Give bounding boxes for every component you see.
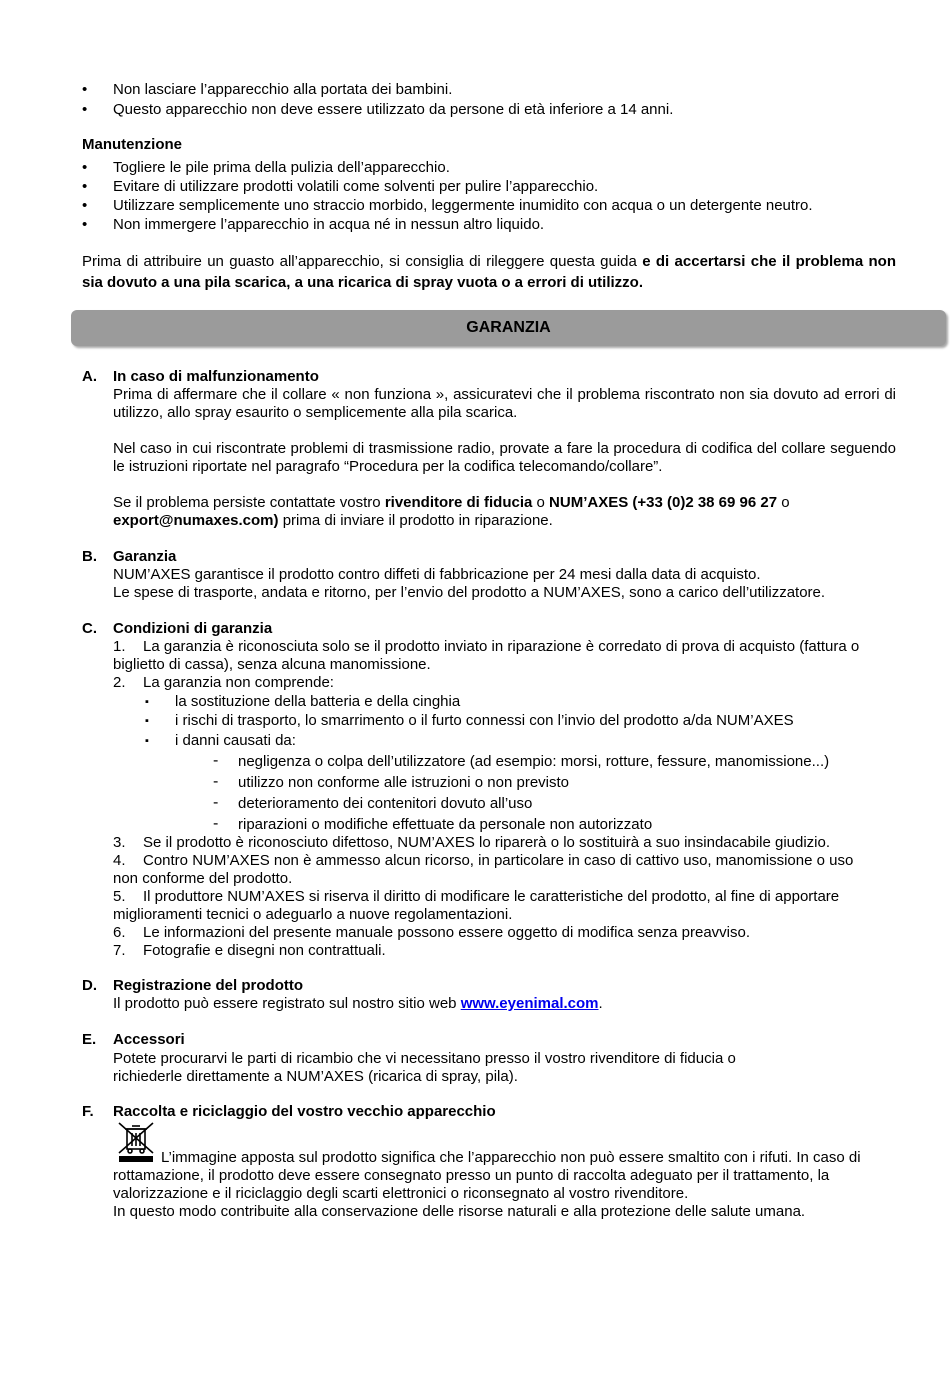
list-number: 2.	[113, 674, 126, 691]
list-item: Contro NUM’AXES non è ammesso alcun ricorso, in particolare in caso di cattivo uso, manomissione o uso	[143, 852, 854, 869]
list-item: Se il prodotto è riconosciuto difettoso, NUM’AXES lo riparerà o lo sostituirà a suo insindacabile giudizio.	[143, 834, 831, 851]
section-line: richiederle direttamente a NUM’AXES (ricarica di spray, pila).	[113, 1068, 518, 1085]
list-number: 3.	[113, 834, 126, 851]
dash-bullet-icon: -	[213, 815, 219, 832]
list-item: la sostituzione della batteria e della cinghia	[175, 693, 461, 710]
section-paragraph: Se il problema persiste contattate vostro rivenditore di fiducia o NUM’AXES (+33 (0)2 38 69 96 27 o export@numaxes.com) prima di inviare il prodotto in riparazione.	[113, 494, 790, 529]
list-item: utilizzo non conforme alle istruzioni o non previsto	[238, 774, 570, 791]
section-title: Condizioni di garanzia	[113, 620, 273, 637]
bullet-icon: •	[82, 197, 88, 214]
section-paragraph: Prima di affermare che il collare « non funziona », assicuratevi che il problema riscontrato non sia dovuto ad errori di utilizzo, allo spray esaurito o semplicemente alla pila scarica.	[113, 386, 896, 421]
list-item: La garanzia è riconosciuta solo se il prodotto inviato in riparazione è corredato di prova di acquisto (fattura o	[143, 638, 860, 655]
list-item: La garanzia non comprende:	[143, 674, 334, 691]
list-item: Fotografie e disegni non contrattuali.	[143, 942, 386, 959]
section-line: Il prodotto può essere registrato sul nostro sitio web www.eyenimal.com.	[113, 995, 603, 1012]
section-title: In caso di malfunzionamento	[113, 368, 319, 385]
section-title: Raccolta e riciclaggio del vostro vecchio apparecchio	[113, 1103, 496, 1120]
weee-crossed-bin-icon	[115, 1121, 157, 1163]
list-item: riparazioni o modifiche effettuate da personale non autorizzato	[238, 816, 653, 833]
list-item-continued: non conforme del prodotto.	[113, 870, 293, 887]
section-line: L’immagine apposta sul prodotto significa che l’apparecchio non può essere smaltito con i rifuti. In caso di	[161, 1149, 861, 1166]
list-item: i danni causati da:	[175, 732, 296, 749]
list-number: 5.	[113, 888, 126, 905]
bullet-icon: •	[82, 101, 88, 118]
section-line: rottamazione, il prodotto deve essere consegnato presso un punto di raccolta adeguato per il trattamento, la	[113, 1167, 830, 1184]
square-bullet-icon: ▪	[145, 715, 149, 727]
section-paragraph: Nel caso in cui riscontrate problemi di trasmissione radio, provate a fare la procedura di codifica del collare seguendo le istruzioni riportate nel paragrafo “Procedura per la codifica telecomando/collare”.	[113, 440, 896, 475]
list-item-continued: biglietto di cassa), senza alcuna manomissione.	[113, 656, 431, 673]
section-title: Registrazione del prodotto	[113, 977, 304, 994]
warranty-banner-title: GARANZIA	[466, 319, 551, 336]
bullet-icon: •	[82, 81, 88, 98]
section-letter: C.	[82, 620, 97, 637]
section-letter: D.	[82, 977, 97, 994]
section-letter: B.	[82, 548, 97, 565]
list-item: Le informazioni del presente manuale possono essere oggetto di modifica senza preavviso.	[143, 924, 751, 941]
section-letter: F.	[82, 1103, 94, 1120]
section-title: Accessori	[113, 1031, 185, 1048]
dash-bullet-icon: -	[213, 752, 219, 769]
list-number: 1.	[113, 638, 126, 655]
bullet-icon: •	[82, 216, 88, 233]
section-line: NUM’AXES garantisce il prodotto contro diffeti di fabbricazione per 24 mesi dalla data di acquisto.	[113, 566, 761, 583]
list-number: 6.	[113, 924, 126, 941]
list-item: i rischi di trasporto, lo smarrimento o il furto connessi con l’invio del prodotto a/da NUM’AXES	[175, 712, 794, 729]
square-bullet-icon: ▪	[145, 696, 149, 708]
section-letter: E.	[82, 1031, 97, 1048]
section-line: valorizzazione e il riciclaggio degli scarti elettronici o riconsegnato al vostro rivenditore.	[113, 1185, 689, 1202]
dash-bullet-icon: -	[213, 773, 219, 790]
list-number: 7.	[113, 942, 126, 959]
section-title: Garanzia	[113, 548, 177, 565]
list-item: negligenza o colpa dell’utilizzatore (ad esempio: morsi, rotture, fessure, manomissione...)	[238, 753, 830, 770]
document-page: • Non lasciare l’apparecchio alla portata dei bambini. • Questo apparecchio non deve essere utilizzato da persone di età inferiore a 14 anni. Manutenzione • Togliere le pile prima della pulizia dell’apparecchio. • Evitare di utilizzare prodotti volatili come solventi per pulire l’apparecchio. • Utilizzare semplicemente uno straccio morbido, leggermente inumidito con acqua o un detergente neutro. • Non immergere l’apparecchio in acqua né in nessun altro liquido. Prima di attribuire un guasto all’apparecchio, si consiglia di rileggere questa guida e di accertarsi che il problema non sia dovuto a una pila scarica, a una ricarica di spray vuota o a errori di utilizzo. GARANZIA A. In caso di malfunzionamento Prima di affermare che il collare « non funziona », assicuratevi che il problema riscontrato non sia dovuto ad errori di utilizzo, allo spray esaurito o semplicemente alla pila scarica. Nel caso in cui riscontrate problemi di trasmissione radio, provate a fare la procedura di codifica del collare seguendo le istruzioni riportate nel paragrafo “Procedura per la codifica telecomando/collare”. Se il problema persiste contattate vostro rivenditore di fiducia o NUM’AXES (+33 (0)2 38 69 96 27 o export@numaxes.com) prima di inviare il prodotto in riparazione. B. Garanzia NUM’AXES garantisce il prodotto contro diffeti di fabbricazione per 24 mesi dalla data di acquisto. Le spese di trasporte, andata e ritorno, per l’envio del prodotto a NUM’AXES, sono a carico dell’utilizzatore. C. Condizioni di garanzia 1. La garanzia è riconosciuta solo se il prodotto inviato in riparazione è corredato di prova di acquisto (fattura o biglietto di cassa), senza alcuna manomissione. 2. La garanzia non comprende: ▪ la sostituzione della batteria e della cinghia ▪ i rischi di trasporto, lo smarrimento o il furto connessi con l’invio del prodotto a/da NUM’AXES ▪ i danni causati da: - negligenza o colpa dell’utilizzatore (ad esempio: morsi, rotture, fessure, manomissione...) - utilizzo non conforme alle istruzioni o non previsto - deterioramento dei contenitori dovuto all’uso - riparazioni o modifiche effettuate da personale non autorizzato 3. Se il prodotto è riconosciuto difettoso, NUM’AXES lo riparerà o lo sostituirà a suo insindacabile giudizio. 4. Contro NUM’AXES non è ammesso alcun ricorso, in particolare in caso di cattivo uso, manomissione o uso non conforme del prodotto. 5. Il produttore NUM’AXES si riserva il diritto di modificare le caratteristiche del prodotto, al fine di apportare miglioramenti tecnici o adeguarlo a nuove regolamentazioni. 6. Le informazioni del presente manuale possono essere oggetto di modifica senza preavviso. 7. Fotografie e disegni non contrattuali. D. Registrazione del prodotto Il prodotto può essere registrato sul nostro sitio web www.eyenimal.com. E. Accessori Potete procurarvi le parti di ricambio che vi necessitano presso il vostro rivenditore di fiducia o richiederle direttamente a NUM’AXES (ricarica di spray, pila). F. Raccolta e riciclaggio del vostro vecchio apparecchio L’immagine apposta sul prodotto significa che l’apparecchio non può essere smaltito con i rifuti. In caso di rottamazione, il prodotto deve essere consegnato presso un punto di raccolta adeguato per il trattamento, la valorizzazione e il riciclaggio degli scarti elettronici o riconsegnato al vostro rivenditore. In questo modo contribuite alla conservazione delle risorse naturali e alla protezione delle salute umana.	[0, 0, 950, 1378]
bullet-icon: •	[82, 178, 88, 195]
section-line: Le spese di trasporte, andata e ritorno, per l’envio del prodotto a NUM’AXES, sono a carico dell’utilizzatore.	[113, 584, 826, 601]
list-item: deterioramento dei contenitori dovuto all’uso	[238, 795, 533, 812]
section-line: In questo modo contribuite alla conservazione delle risorse naturali e alla protezione delle salute umana.	[113, 1203, 806, 1220]
list-item: Il produttore NUM’AXES si riserva il diritto di modificare le caratteristiche del prodotto, al fine di apportare	[143, 888, 840, 905]
section-letter: A.	[82, 368, 97, 385]
warranty-banner	[71, 310, 946, 346]
website-link[interactable]: www.eyenimal.com	[460, 995, 599, 1012]
list-item-continued: miglioramenti tecnici o adeguarlo a nuove regolamentazioni.	[113, 906, 513, 923]
maintenance-heading: Manutenzione	[82, 136, 182, 153]
section-line: Potete procurarvi le parti di ricambio che vi necessitano presso il vostro rivenditore di fiducia o	[113, 1050, 736, 1067]
bullet-icon: •	[82, 159, 88, 176]
dash-bullet-icon: -	[213, 794, 219, 811]
square-bullet-icon: ▪	[145, 735, 149, 747]
list-number: 4.	[113, 852, 126, 869]
maintenance-note: Prima di attribuire un guasto all’apparecchio, si consiglia di rileggere questa guida e di accertarsi che il problema non sia dovuto a una pila scarica, a una ricarica di spray vuota o a errori di utilizzo.	[82, 253, 896, 291]
